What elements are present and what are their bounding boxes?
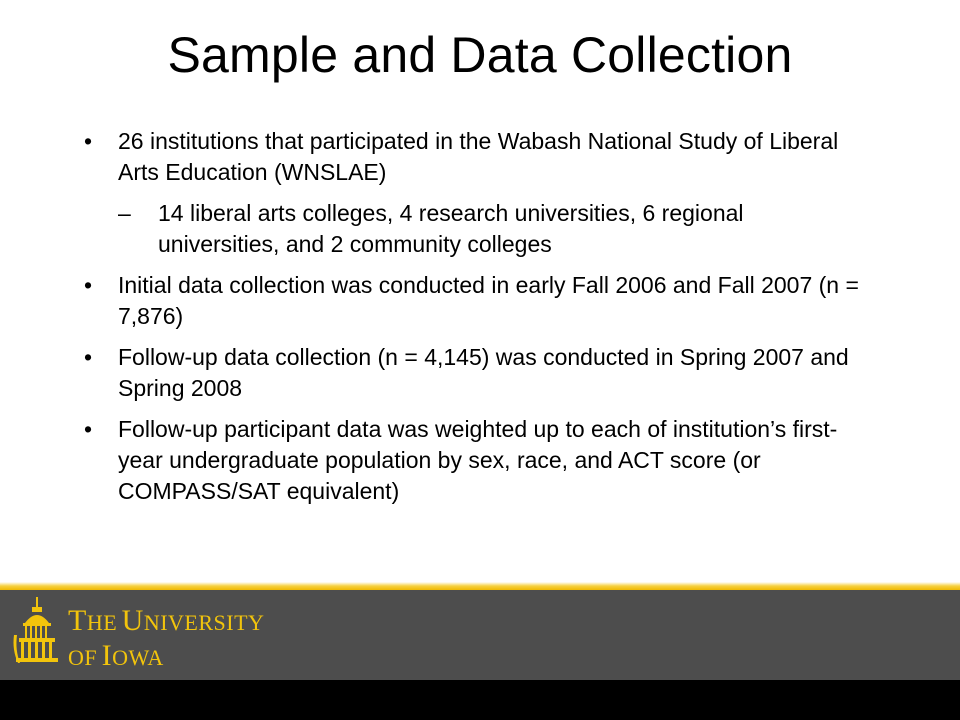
sub-bullet-text: 14 liberal arts colleges, 4 research universities, 6 regional universities, and 2 community colleges [158,200,744,257]
sub-bullet-list [118,198,868,260]
sub-bullet-marker: – [118,200,131,226]
logo-line-university: THE UNIVERSITY [68,604,265,637]
bullet-item-follow-up-collection [78,342,868,404]
bullet-item-initial-collection [78,270,868,332]
bottom-bar [0,680,960,720]
bullet-marker: • [84,344,93,370]
university-logo-wordmark [68,606,264,676]
bullet-item-weighting [78,414,868,507]
bullet-text: Follow-up participant data was weighted up to each of institution’s first-year undergraduate population by sex, race, and ACT score (or COMPASS/SAT equivalent) [118,416,838,504]
bullet-marker: • [84,128,93,154]
bullet-item-institutions [78,126,868,260]
bullet-marker: • [84,272,93,298]
bullet-text: Initial data collection was conducted in early Fall 2006 and Fall 2007 (n = 7,876) [118,272,859,329]
slide-title: Sample and Data Collection [167,27,793,83]
footer-accent-stripe [0,582,960,590]
sub-bullet-item-institution-types [118,198,868,260]
bullet-list [78,126,868,517]
bullet-text: 26 institutions that participated in the Wabash National Study of Liberal Arts Education (WNSLAE) [118,128,839,185]
bullet-text: Follow-up data collection (n = 4,145) was conducted in Spring 2007 and Spring 2008 [118,344,849,401]
bullet-marker: • [84,416,93,442]
old-capitol-dome-icon [12,595,62,667]
logo-line-iowa: OF IOWA [68,639,164,672]
